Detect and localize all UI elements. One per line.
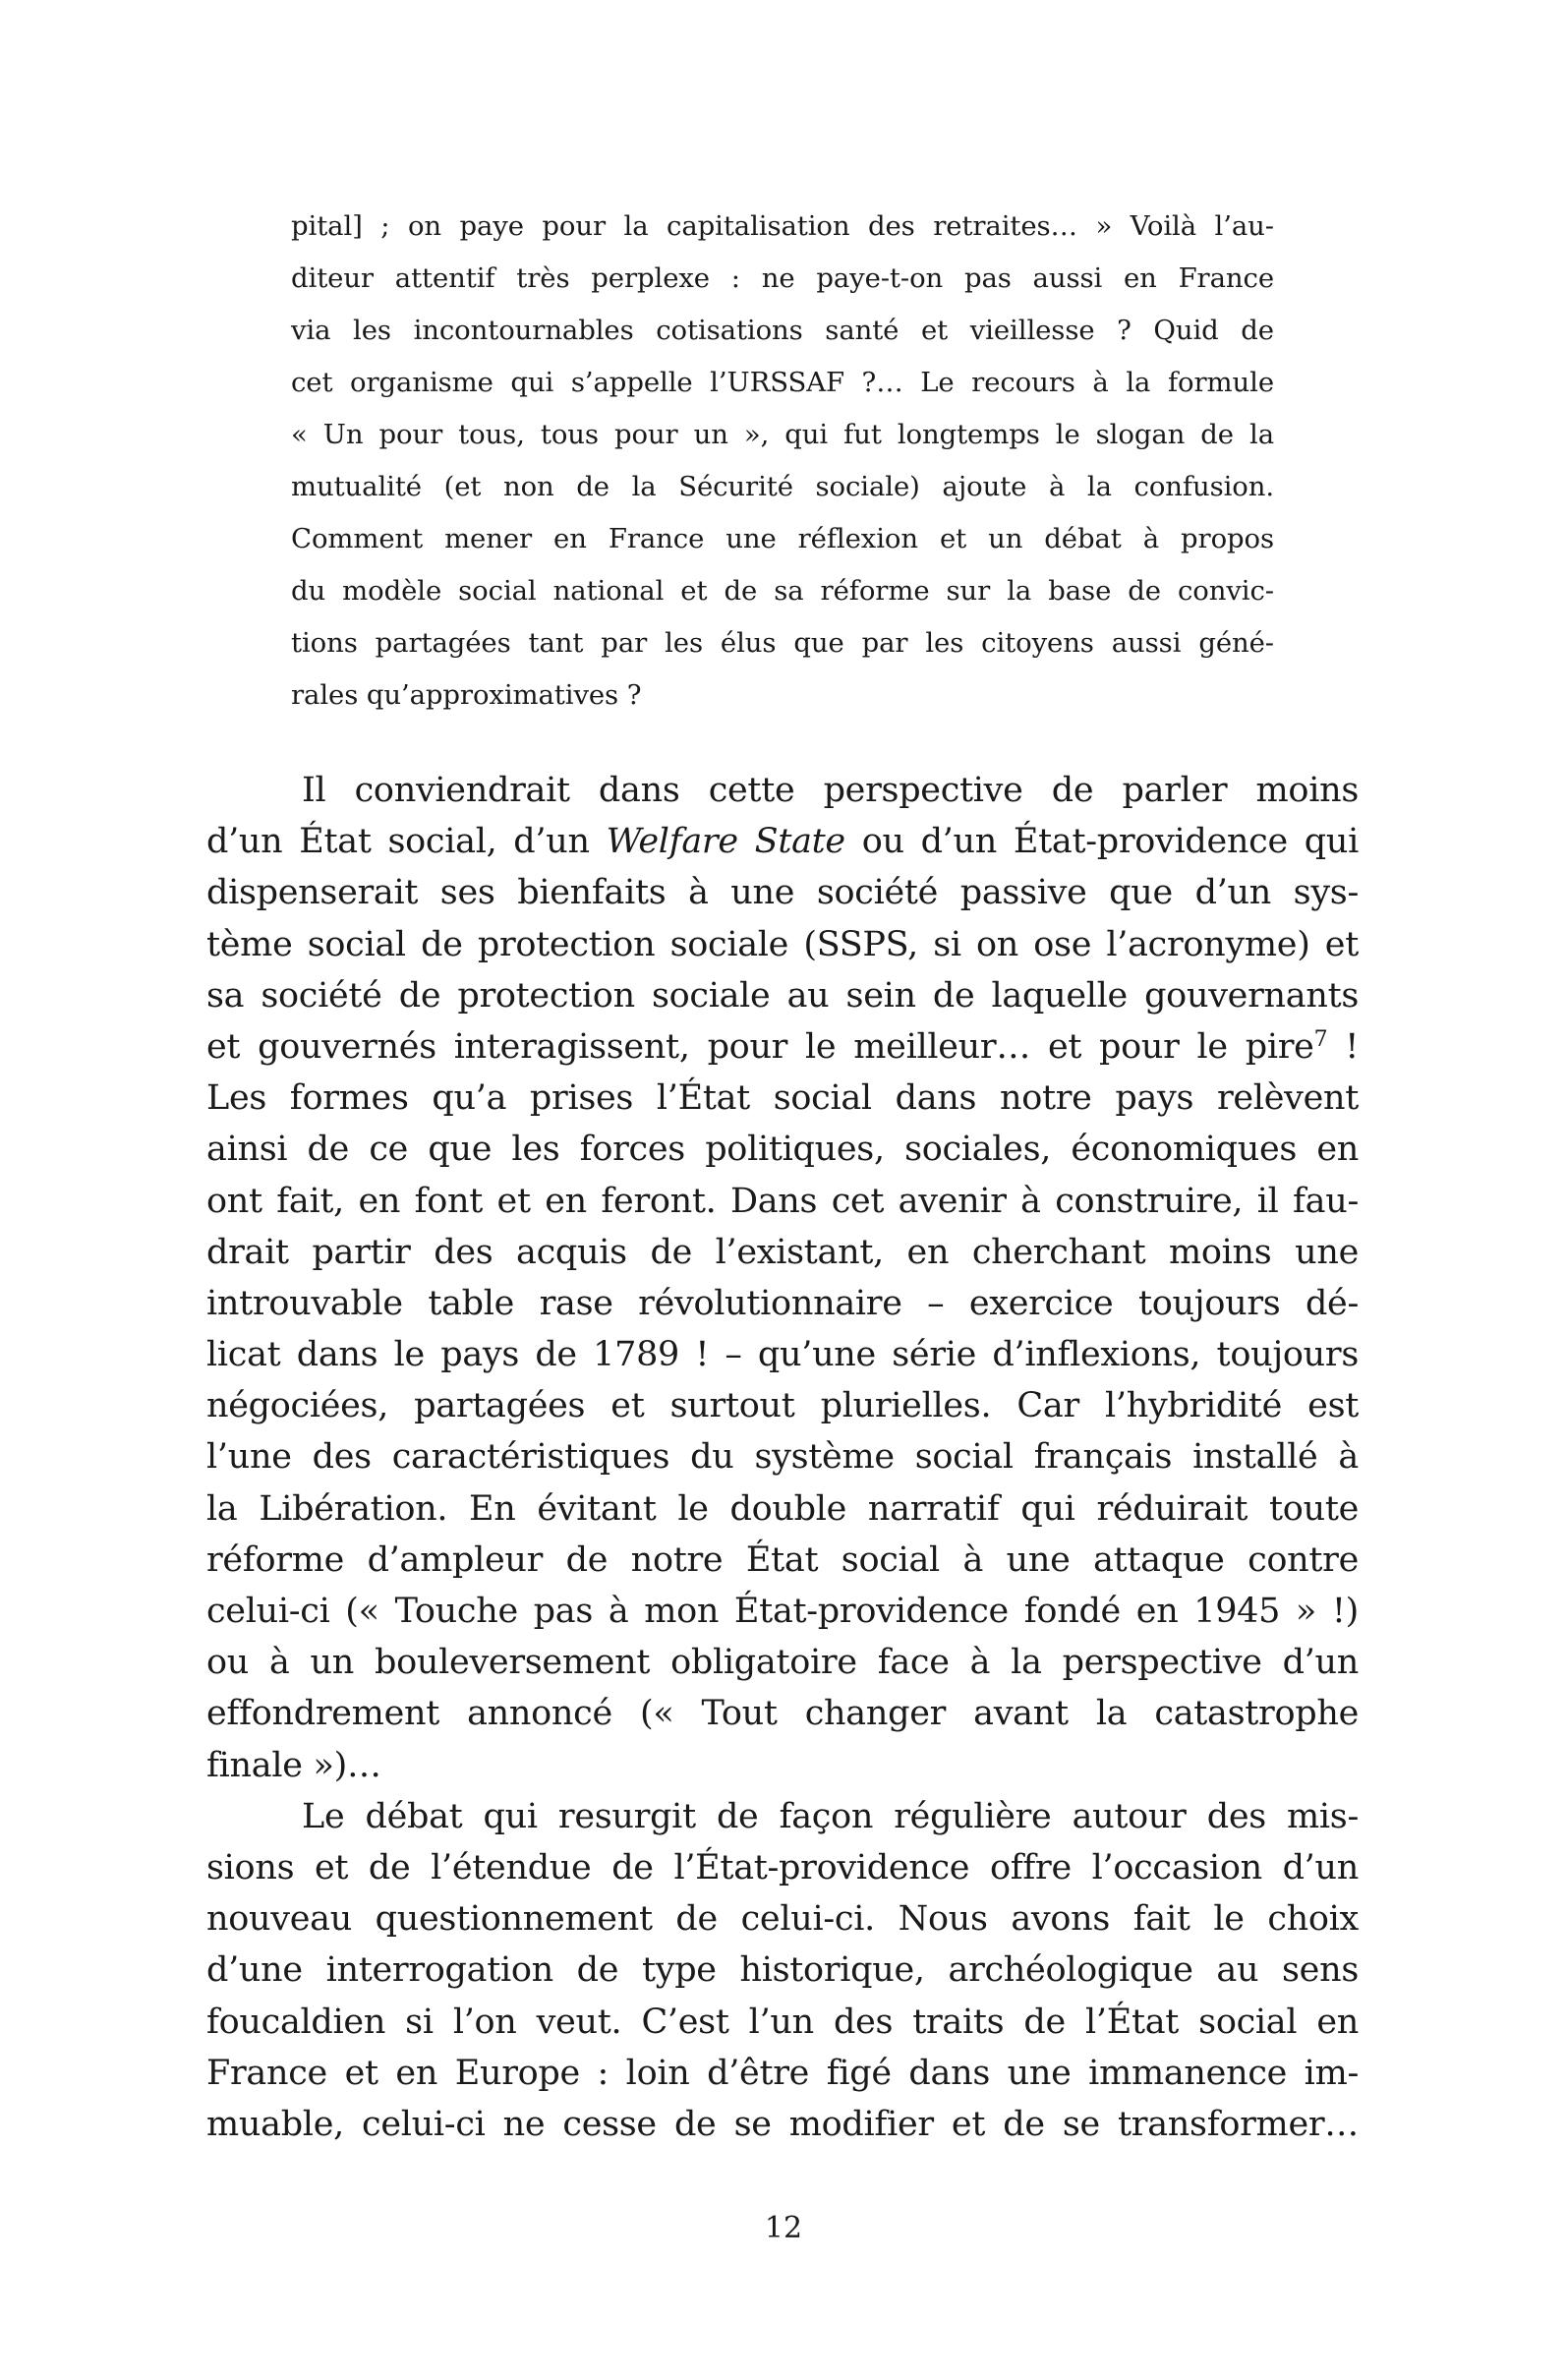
body-line: introuvable table rase révolutionnaire – exercice toujours dé-: [206, 1283, 1359, 1323]
quote-line: Comment mener en France une réflexion et un débat à propos: [291, 523, 1274, 554]
body-line: finale »)…: [206, 1745, 381, 1785]
body-line: tème social de protection sociale (SSPS, si on ose l’acronyme) et: [206, 924, 1359, 964]
quote-line: diteur attentif très perplexe : ne paye-t-on pas aussi en France: [291, 262, 1274, 294]
body-line: ainsi de ce que les forces politiques, sociales, économiques en: [206, 1130, 1359, 1170]
quote-line: pital] ; on paye pour la capitalisation des retraites… » Voilà l’au-: [291, 210, 1274, 242]
text-segment: d’un État social, d’un: [206, 822, 607, 862]
quote-line: « Un pour tous, tous pour un », qui fut longtemps le slogan de la: [291, 419, 1274, 450]
quote-line: cet organisme qui s’appelle l’URSSAF ?… Le recours à la formule: [291, 367, 1274, 398]
body-line: négociées, partagées et surtout plurielles. Car l’hybridité est: [206, 1386, 1359, 1426]
page-number: 12: [764, 2211, 803, 2245]
body-line: Le débat qui resurgit de façon régulière autour des mis-: [302, 1796, 1359, 1836]
quote-line: via les incontournables cotisations santé et vieillesse ? Quid de: [291, 315, 1274, 346]
body-line: ou à un bouleversement obligatoire face à la perspective d’un: [206, 1643, 1359, 1683]
text-segment: ou d’un État-providence qui: [844, 822, 1359, 862]
body-line: dispenserait ses bienfaits à une société passive que d’un sys-: [206, 873, 1359, 913]
quote-line: mutualité (et non de la Sécurité sociale) ajoute à la confusion.: [291, 471, 1274, 502]
paragraph-1: [206, 765, 1359, 1791]
body-line: nouveau questionnement de celui-ci. Nous avons fait le choix: [206, 1899, 1359, 1940]
body-line: d’une interrogation de type historique, archéologique au sens: [206, 1950, 1359, 1991]
footnote-reference[interactable]: 7: [1313, 1026, 1328, 1052]
italic-term: Welfare State: [606, 822, 845, 862]
quote-line: rales qu’approximatives ?: [291, 679, 642, 711]
body-line: effondrement annoncé (« Tout changer avant la catastrophe: [206, 1694, 1359, 1734]
body-line: [206, 1021, 1359, 1073]
body-line: [206, 816, 1359, 867]
text-segment: !: [1327, 1026, 1359, 1067]
body-line: réforme d’ampleur de notre État social à une attaque contre: [206, 1539, 1359, 1580]
text-segment: et gouvernés interagissent, pour le meilleur… et pour le pire: [206, 1026, 1314, 1067]
quote-line: tions partagées tant par les élus que par les citoyens aussi géné-: [291, 627, 1274, 659]
body-line: France et en Europe : loin d’être figé dans une immanence im-: [206, 2053, 1359, 2093]
body-line: sa société de protection sociale au sein de laquelle gouvernants: [206, 975, 1359, 1016]
body-line: muable, celui-ci ne cesse de se modifier et de se transformer…: [206, 2104, 1359, 2144]
body-line: la Libération. En évitant le double narratif qui réduirait toute: [206, 1488, 1359, 1529]
quote-line: du modèle social national et de sa réforme sur la base de convic-: [291, 575, 1274, 607]
body-text: [206, 765, 1359, 2150]
body-line: celui-ci (« Touche pas à mon État-providence fondé en 1945 » !): [206, 1592, 1359, 1631]
body-line: l’une des caractéristiques du système social français installé à: [206, 1437, 1359, 1478]
body-line: sions et de l’étendue de l’État-providence offre l’occasion d’un: [206, 1847, 1359, 1887]
body-line: foucaldien si l’on veut. C’est l’un des traits de l’État social en: [206, 2002, 1359, 2042]
body-line: Les formes qu’a prises l’État social dans notre pays relèvent: [206, 1078, 1359, 1119]
body-line: licat dans le pays de 1789 ! – qu’une série d’inflexions, toujours: [206, 1335, 1359, 1375]
body-line: ont fait, en font et en feront. Dans cet avenir à construire, il fau-: [206, 1181, 1359, 1221]
body-line: drait partir des acquis de l’existant, en cherchant moins une: [206, 1232, 1359, 1272]
paragraph-2: [206, 1791, 1359, 2150]
body-line: Il conviendrait dans cette perspective de parler moins: [302, 771, 1359, 810]
block-quotation: [291, 201, 1274, 722]
